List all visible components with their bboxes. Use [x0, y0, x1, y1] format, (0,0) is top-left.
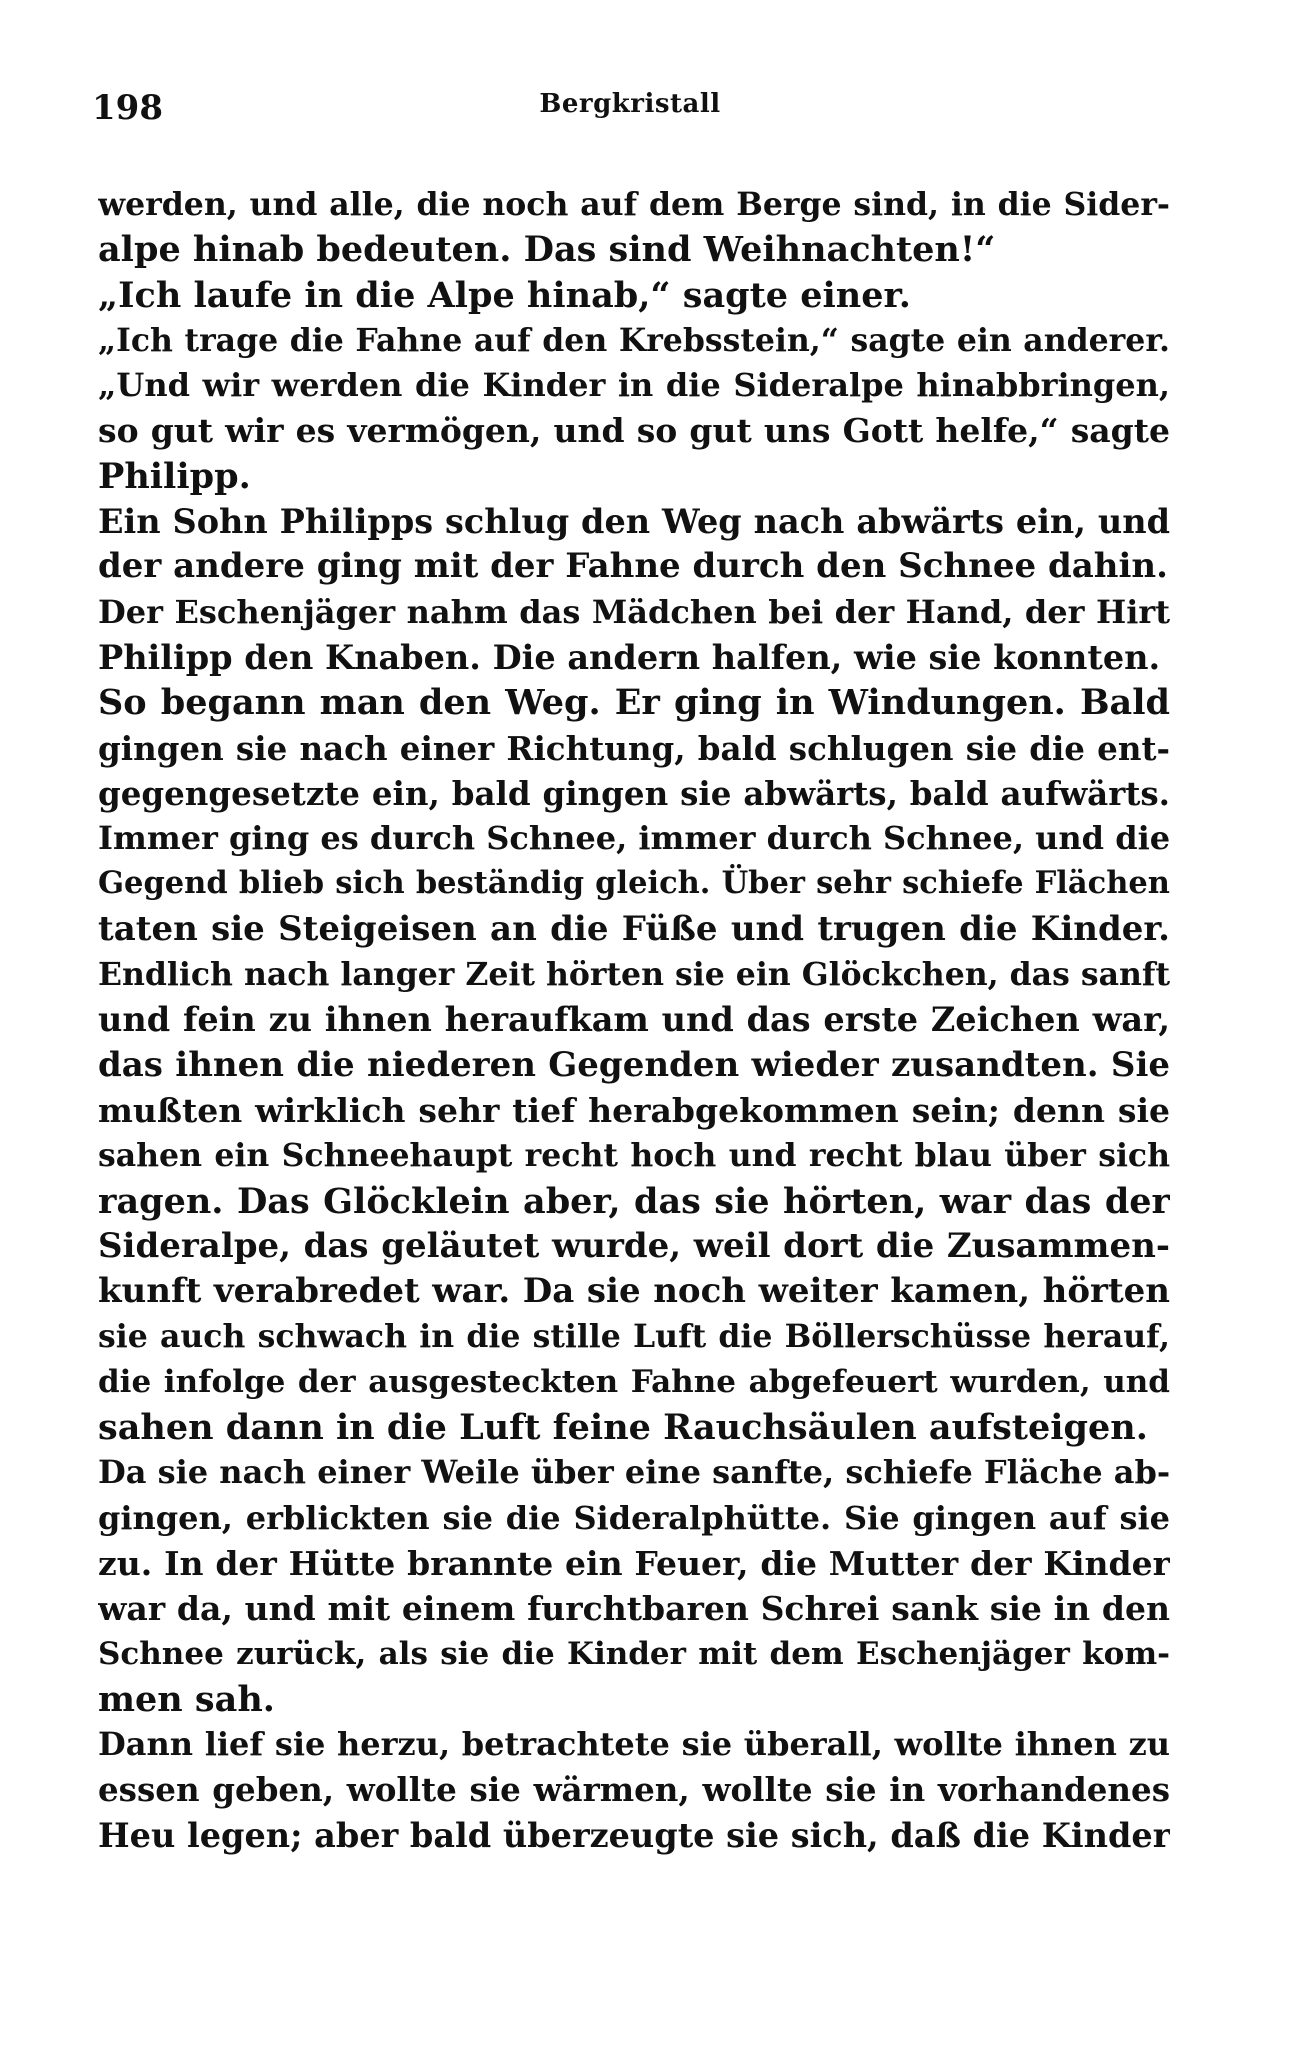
text-line: sahen dann in die Luft feine Rauchsäulen aufsteigen. — [98, 1407, 1148, 1449]
body-text — [98, 182, 1170, 1858]
text-line: kunft verabredet war. Da sie noch weiter kamen, hörten — [98, 1271, 1170, 1312]
text-line: Ein Sohn Philipps schlug den Weg nach abwärts ein, und — [98, 502, 1170, 542]
text-line: So begann man den Weg. Er ging in Windungen. Bald — [98, 682, 1170, 724]
text-line: Gegend blieb sich beständig gleich. Über sehr schiefe Flächen — [98, 865, 1170, 902]
text-line: „Ich trage die Fahne auf den Krebsstein,“ sagte ein anderer. — [98, 321, 1170, 359]
text-line: essen geben, wollte sie wärmen, wollte sie in vorhandenes — [98, 1770, 1170, 1810]
text-line: gegengesetzte ein, bald gingen sie abwärts, bald aufwärts. — [98, 773, 1170, 813]
text-line: Schnee zurück, als sie die Kinder mit dem Eschenjäger kom- — [98, 1635, 1170, 1672]
text-line: Dann lief sie herzu, betrachtete sie überall, wollte ihnen zu — [98, 1725, 1170, 1764]
text-line: mußten wirklich sehr tief herabgekommen sein; denn sie — [98, 1090, 1170, 1130]
text-line: sahen ein Schneehaupt recht hoch und recht blau über sich — [98, 1137, 1170, 1175]
text-line: Heu legen; aber bald überzeugte sie sich, daß die Kinder — [98, 1815, 1170, 1855]
text-line: zu. In der Hütte brannte ein Feuer, die Mutter der Kinder — [98, 1543, 1170, 1583]
text-line: der andere ging mit der Fahne durch den Schnee dahin. — [98, 546, 1168, 587]
text-line: gingen, erblickten sie die Sideralphütte. Sie gingen auf sie — [98, 1498, 1170, 1537]
text-line: taten sie Steigeisen an die Füße und trugen die Kinder. — [98, 908, 1170, 949]
page-number: 198 — [92, 88, 163, 128]
running-title: Bergkristall — [539, 89, 721, 119]
text-line: ragen. Das Glöcklein aber, das sie hörten, war das der — [98, 1180, 1170, 1222]
text-line: Immer ging es durch Schnee, immer durch Schnee, und die — [98, 819, 1170, 858]
text-line: „Und wir werden die Kinder in die Sideralpe hinabbringen, — [98, 366, 1170, 405]
text-line: gingen sie nach einer Richtung, bald schlugen sie die ent- — [98, 728, 1170, 768]
text-line: so gut wir es vermögen, und so gut uns Gott helfe,“ sagte — [98, 411, 1170, 451]
text-line: Philipp den Knaben. Die andern halfen, wie sie konnten. — [98, 637, 1161, 677]
text-line: men sah. — [98, 1678, 275, 1720]
text-line: Der Eschenjäger nahm das Mädchen bei der Hand, der Hirt — [98, 592, 1170, 631]
text-line: die infolge der ausgesteckten Fahne abgefeuert wurden, und — [98, 1363, 1170, 1400]
text-line: Da sie nach einer Weile über eine sanfte, schiefe Fläche ab- — [98, 1453, 1170, 1492]
text-line: werden, und alle, die noch auf dem Berge sind, in die Sider- — [98, 186, 1170, 223]
text-line: „Ich laufe in die Alpe hinab,“ sagte einer. — [98, 274, 911, 316]
text-line: Endlich nach langer Zeit hörten sie ein Glöckchen, das sanft — [98, 956, 1170, 994]
text-line: sie auch schwach in die stille Luft die Böllerschüsse herauf, — [98, 1318, 1170, 1356]
text-line: und fein zu ihnen heraufkam und das erste Zeichen war, — [98, 1000, 1170, 1040]
text-line: alpe hinab bedeuten. Das sind Weihnachten!“ — [98, 229, 996, 271]
text-line: Sideralpe, das geläutet wurde, weil dort die Zusammen- — [98, 1225, 1170, 1266]
text-line: war da, und mit einem furchtbaren Schrei sank sie in den — [98, 1589, 1170, 1629]
text-line: das ihnen die niederen Gegenden wieder zusandten. Sie — [98, 1044, 1170, 1085]
text-line: Philipp. — [98, 455, 251, 497]
